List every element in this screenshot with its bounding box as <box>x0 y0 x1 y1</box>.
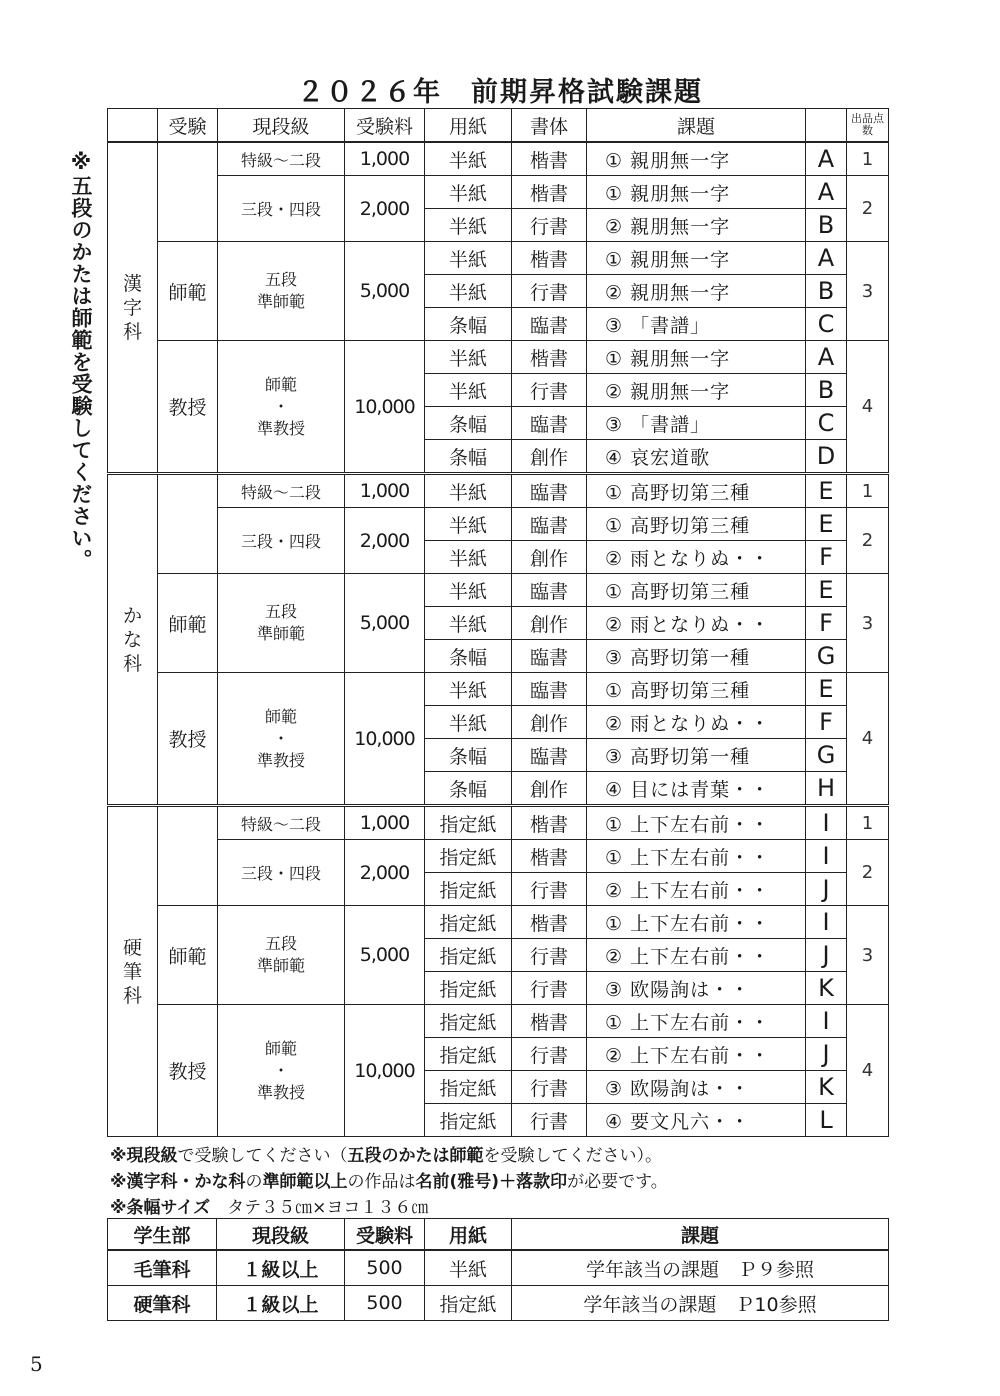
subject-cell: ② 雨となりぬ・・ <box>587 607 806 640</box>
header-fee: 受験料 <box>345 109 425 143</box>
table-row <box>108 906 889 939</box>
subject-cell: ③ 欧陽詢は・・ <box>587 1071 806 1104</box>
note-line: ※条幅サイズ タテ３５㎝×ヨコ１３６㎝ <box>110 1198 429 1218</box>
style-cell: 行書 <box>512 374 587 407</box>
points-cell: 2 <box>847 176 889 242</box>
paper-cell: 条幅 <box>425 739 512 772</box>
points-cell: 3 <box>847 906 889 1005</box>
subject-cell: ② 雨となりぬ・・ <box>587 706 806 739</box>
style-cell: 行書 <box>512 939 587 972</box>
paper-cell: 半紙 <box>425 706 512 739</box>
category-cell: か な 科 <box>108 474 158 806</box>
style-cell: 楷書 <box>512 806 587 840</box>
rank-cell: 五段 準師範 <box>218 906 345 1005</box>
table-row <box>108 242 889 275</box>
fee-cell: 5,000 <box>345 574 425 673</box>
notes <box>110 1143 668 1221</box>
paper-cell: 半紙 <box>425 275 512 308</box>
student-dept: 硬筆科 <box>108 1286 217 1321</box>
exam-cell: 師範 <box>158 242 218 341</box>
style-cell: 行書 <box>512 873 587 906</box>
fee-cell: 10,000 <box>345 341 425 474</box>
exam-table-body <box>108 142 889 1137</box>
fee-cell: 5,000 <box>345 242 425 341</box>
style-cell: 臨書 <box>512 508 587 541</box>
fee-cell: 10,000 <box>345 673 425 806</box>
header-exam: 受験 <box>158 109 218 143</box>
paper-cell: 指定紙 <box>425 906 512 939</box>
style-cell: 臨書 <box>512 574 587 607</box>
letter-cell: A <box>806 142 847 176</box>
paper-cell: 指定紙 <box>425 939 512 972</box>
subject-cell: ① 上下左右前・・ <box>587 840 806 873</box>
rank-cell: 三段・四段 <box>218 840 345 906</box>
points-cell: 2 <box>847 840 889 906</box>
style-cell: 楷書 <box>512 242 587 275</box>
style-cell: 楷書 <box>512 142 587 176</box>
style-cell: 行書 <box>512 1104 587 1137</box>
letter-cell: I <box>806 906 847 939</box>
rank-cell: 五段 準師範 <box>218 242 345 341</box>
paper-cell: 半紙 <box>425 673 512 706</box>
rank-cell: 師範 ・ 準教授 <box>218 341 345 474</box>
student-subject: 学年該当の課題 Ｐ９参照 <box>512 1250 889 1286</box>
exam-cell <box>158 142 218 242</box>
style-cell: 臨書 <box>512 308 587 341</box>
exam-cell: 教授 <box>158 341 218 474</box>
letter-cell: F <box>806 607 847 640</box>
style-cell: 臨書 <box>512 739 587 772</box>
paper-cell: 指定紙 <box>425 873 512 906</box>
style-cell: 臨書 <box>512 640 587 673</box>
style-cell: 臨書 <box>512 474 587 508</box>
subject-cell: ② 親朋無一字 <box>587 209 806 242</box>
letter-cell: J <box>806 939 847 972</box>
student-paper: 指定紙 <box>425 1286 512 1321</box>
student-rank: １級以上 <box>217 1286 345 1321</box>
letter-cell: C <box>806 407 847 440</box>
rank-cell: 師範 ・ 準教授 <box>218 673 345 806</box>
style-cell: 楷書 <box>512 341 587 374</box>
paper-cell: 条幅 <box>425 308 512 341</box>
points-cell: 4 <box>847 673 889 806</box>
letter-cell: D <box>806 440 847 474</box>
style-cell: 行書 <box>512 1038 587 1071</box>
letter-cell: I <box>806 1005 847 1038</box>
header-letter <box>806 109 847 143</box>
student-subject: 学年該当の課題 Ｐ10参照 <box>512 1286 889 1321</box>
student-header-fee: 受験料 <box>345 1219 425 1251</box>
letter-cell: B <box>806 209 847 242</box>
student-fee: 500 <box>345 1286 425 1321</box>
letter-cell: A <box>806 176 847 209</box>
style-cell: 臨書 <box>512 407 587 440</box>
header-category <box>108 109 158 143</box>
paper-cell: 指定紙 <box>425 1104 512 1137</box>
subject-cell: ① 親朋無一字 <box>587 176 806 209</box>
table-row <box>108 574 889 607</box>
subject-cell: ③ 「書譜」 <box>587 407 806 440</box>
style-cell: 行書 <box>512 209 587 242</box>
subject-cell: ② 親朋無一字 <box>587 374 806 407</box>
paper-cell: 半紙 <box>425 574 512 607</box>
points-cell: 1 <box>847 142 889 176</box>
letter-cell: L <box>806 1104 847 1137</box>
paper-cell: 条幅 <box>425 440 512 474</box>
style-cell: 行書 <box>512 275 587 308</box>
paper-cell: 半紙 <box>425 374 512 407</box>
points-cell: 3 <box>847 242 889 341</box>
subject-cell: ② 雨となりぬ・・ <box>587 541 806 574</box>
category-cell: 漢 字 科 <box>108 142 158 474</box>
subject-cell: ③ 「書譜」 <box>587 308 806 341</box>
table-row <box>108 142 889 176</box>
paper-cell: 指定紙 <box>425 1005 512 1038</box>
letter-cell: F <box>806 541 847 574</box>
student-header-row <box>108 1219 889 1251</box>
exam-cell: 師範 <box>158 906 218 1005</box>
subject-cell: ③ 高野切第一種 <box>587 739 806 772</box>
points-cell: 4 <box>847 1005 889 1137</box>
header-current-rank: 現段級 <box>218 109 345 143</box>
exam-cell <box>158 474 218 574</box>
note-line: ※現段級で受験してください（五段のかたは師範を受験してください）。 <box>110 1146 663 1166</box>
exam-table <box>107 108 889 1137</box>
style-cell: 楷書 <box>512 906 587 939</box>
style-cell: 行書 <box>512 1071 587 1104</box>
paper-cell: 条幅 <box>425 640 512 673</box>
rank-cell: 師範 ・ 準教授 <box>218 1005 345 1137</box>
note-line: ※漢字科・かな科の準師範以上の作品は名前(雅号)＋落款印が必要です。 <box>110 1172 668 1192</box>
table-row <box>108 341 889 374</box>
paper-cell: 指定紙 <box>425 1071 512 1104</box>
header-count: 出品点数 <box>847 109 889 143</box>
style-cell: 楷書 <box>512 1005 587 1038</box>
paper-cell: 条幅 <box>425 407 512 440</box>
student-header-dept: 学生部 <box>108 1219 217 1251</box>
style-cell: 行書 <box>512 972 587 1005</box>
page-title: ２０２６年 前期昇格試験課題 <box>297 77 703 108</box>
letter-cell: E <box>806 673 847 706</box>
paper-cell: 半紙 <box>425 142 512 176</box>
table-header-row <box>108 109 889 143</box>
fee-cell: 5,000 <box>345 906 425 1005</box>
rank-cell: 特級〜二段 <box>218 806 345 840</box>
rank-cell: 三段・四段 <box>218 508 345 574</box>
subject-cell: ① 上下左右前・・ <box>587 1005 806 1038</box>
student-paper: 半紙 <box>425 1250 512 1286</box>
paper-cell: 指定紙 <box>425 840 512 873</box>
paper-cell: 半紙 <box>425 209 512 242</box>
letter-cell: J <box>806 873 847 906</box>
points-cell: 2 <box>847 508 889 574</box>
style-cell: 楷書 <box>512 176 587 209</box>
letter-cell: G <box>806 640 847 673</box>
style-cell: 創作 <box>512 541 587 574</box>
student-rank: １級以上 <box>217 1250 345 1286</box>
side-note: ※五段のかたは師範を受験してください。 <box>69 150 93 571</box>
subject-cell: ③ 高野切第一種 <box>587 640 806 673</box>
subject-cell: ② 親朋無一字 <box>587 275 806 308</box>
letter-cell: E <box>806 474 847 508</box>
letter-cell: E <box>806 508 847 541</box>
style-cell: 創作 <box>512 772 587 806</box>
subject-cell: ③ 欧陽詢は・・ <box>587 972 806 1005</box>
fee-cell: 10,000 <box>345 1005 425 1137</box>
style-cell: 創作 <box>512 440 587 474</box>
student-table <box>107 1218 889 1321</box>
category-cell: 硬 筆 科 <box>108 806 158 1137</box>
paper-cell: 半紙 <box>425 242 512 275</box>
letter-cell: B <box>806 275 847 308</box>
letter-cell: A <box>806 341 847 374</box>
table-row <box>108 508 889 541</box>
fee-cell: 2,000 <box>345 840 425 906</box>
student-header-paper: 用紙 <box>425 1219 512 1251</box>
fee-cell: 1,000 <box>345 474 425 508</box>
letter-cell: A <box>806 242 847 275</box>
rank-cell: 特級〜二段 <box>218 474 345 508</box>
table-row <box>108 474 889 508</box>
style-cell: 創作 <box>512 706 587 739</box>
subject-cell: ① 高野切第三種 <box>587 508 806 541</box>
subject-cell: ① 親朋無一字 <box>587 242 806 275</box>
student-dept: 毛筆科 <box>108 1250 217 1286</box>
subject-cell: ① 上下左右前・・ <box>587 806 806 840</box>
subject-cell: ④ 目には青葉・・ <box>587 772 806 806</box>
letter-cell: K <box>806 972 847 1005</box>
paper-cell: 半紙 <box>425 341 512 374</box>
style-cell: 臨書 <box>512 673 587 706</box>
fee-cell: 1,000 <box>345 806 425 840</box>
subject-cell: ① 高野切第三種 <box>587 474 806 508</box>
student-row <box>108 1250 889 1286</box>
letter-cell: K <box>806 1071 847 1104</box>
student-fee: 500 <box>345 1250 425 1286</box>
exam-cell <box>158 806 218 906</box>
paper-cell: 半紙 <box>425 176 512 209</box>
header-style: 書体 <box>512 109 587 143</box>
table-row <box>108 806 889 840</box>
points-cell: 1 <box>847 806 889 840</box>
letter-cell: G <box>806 739 847 772</box>
subject-cell: ① 親朋無一字 <box>587 341 806 374</box>
table-row <box>108 840 889 873</box>
letter-cell: H <box>806 772 847 806</box>
exam-cell: 教授 <box>158 1005 218 1137</box>
letter-cell: C <box>806 308 847 341</box>
student-header-subject: 課題 <box>512 1219 889 1251</box>
letter-cell: F <box>806 706 847 739</box>
style-cell: 創作 <box>512 607 587 640</box>
paper-cell: 条幅 <box>425 772 512 806</box>
paper-cell: 半紙 <box>425 607 512 640</box>
fee-cell: 2,000 <box>345 508 425 574</box>
page-number: 5 <box>30 1352 43 1376</box>
subject-cell: ② 上下左右前・・ <box>587 873 806 906</box>
subject-cell: ① 高野切第三種 <box>587 574 806 607</box>
exam-cell: 師範 <box>158 574 218 673</box>
rank-cell: 特級〜二段 <box>218 142 345 176</box>
table-row <box>108 673 889 706</box>
fee-cell: 1,000 <box>345 142 425 176</box>
letter-cell: E <box>806 574 847 607</box>
header-subject: 課題 <box>587 109 806 143</box>
fee-cell: 2,000 <box>345 176 425 242</box>
points-cell: 3 <box>847 574 889 673</box>
subject-cell: ② 上下左右前・・ <box>587 1038 806 1071</box>
style-cell: 楷書 <box>512 840 587 873</box>
student-row <box>108 1286 889 1321</box>
table-row <box>108 176 889 209</box>
subject-cell: ① 高野切第三種 <box>587 673 806 706</box>
letter-cell: I <box>806 840 847 873</box>
paper-cell: 指定紙 <box>425 1038 512 1071</box>
paper-cell: 半紙 <box>425 474 512 508</box>
header-paper: 用紙 <box>425 109 512 143</box>
points-cell: 1 <box>847 474 889 508</box>
paper-cell: 半紙 <box>425 508 512 541</box>
subject-cell: ④ 哀宏道歌 <box>587 440 806 474</box>
paper-cell: 半紙 <box>425 541 512 574</box>
rank-cell: 三段・四段 <box>218 176 345 242</box>
subject-cell: ② 上下左右前・・ <box>587 939 806 972</box>
rank-cell: 五段 準師範 <box>218 574 345 673</box>
paper-cell: 指定紙 <box>425 806 512 840</box>
paper-cell: 指定紙 <box>425 972 512 1005</box>
student-header-rank: 現段級 <box>217 1219 345 1251</box>
points-cell: 4 <box>847 341 889 474</box>
letter-cell: I <box>806 806 847 840</box>
table-row <box>108 1005 889 1038</box>
letter-cell: J <box>806 1038 847 1071</box>
letter-cell: B <box>806 374 847 407</box>
subject-cell: ① 親朋無一字 <box>587 142 806 176</box>
exam-cell: 教授 <box>158 673 218 806</box>
subject-cell: ④ 要文凡六・・ <box>587 1104 806 1137</box>
subject-cell: ① 上下左右前・・ <box>587 906 806 939</box>
